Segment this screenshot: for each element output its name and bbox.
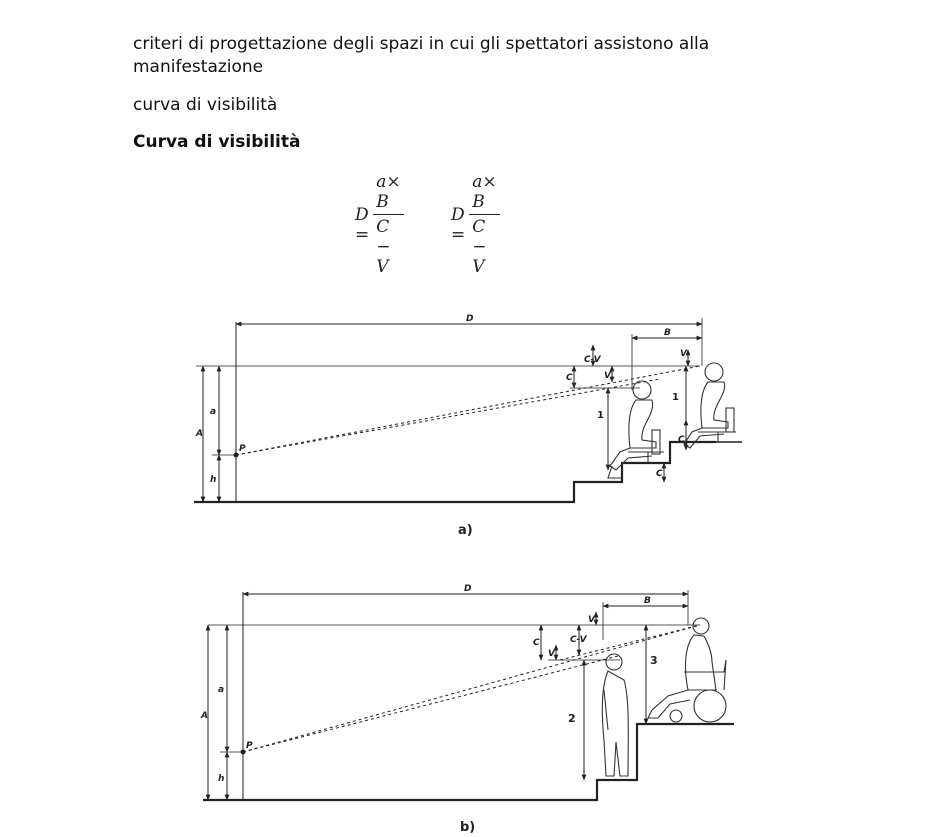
wheelchair-wheel	[694, 690, 726, 722]
standing-spectator	[602, 654, 628, 776]
label-v: V	[604, 371, 611, 381]
intro-text: criteri di progettazione degli spazi in cui gli spettatori assistono alla manifestazione	[133, 34, 710, 77]
label-d: D	[466, 314, 474, 324]
label-h: h	[218, 774, 225, 784]
formula-lhs: D =	[451, 204, 466, 245]
sightline	[243, 625, 700, 752]
label-2: 2	[568, 712, 576, 725]
label-cv: C-V	[584, 355, 601, 365]
sightline	[236, 366, 700, 455]
label-c-step: C	[656, 469, 663, 479]
formula-numerator: a× B	[376, 172, 401, 212]
caption-a: a)	[458, 523, 473, 538]
label-c: C	[566, 373, 573, 383]
seated-spectator-2	[684, 363, 736, 448]
label-d: D	[464, 584, 472, 594]
label-1-back: 1	[672, 392, 679, 403]
figure-b	[203, 590, 734, 800]
caption-b: b)	[460, 820, 476, 835]
label-v-upper: V	[588, 615, 595, 625]
label-p: P	[239, 444, 246, 454]
formula-lhs: D =	[355, 204, 370, 245]
label-c: C	[533, 638, 540, 648]
formula-denominator: C − V	[469, 214, 499, 277]
formula-numerator: a× B	[472, 172, 497, 212]
figure-a-labels	[195, 314, 688, 485]
section-heading: Curva di visibilità	[133, 132, 301, 152]
label-v-back: V	[680, 349, 687, 359]
label-c-back: C	[678, 435, 685, 445]
label-b: B	[664, 328, 671, 338]
label-a-lower: a	[218, 685, 225, 695]
ground-profile	[203, 724, 734, 800]
label-b: B	[644, 596, 651, 606]
label-a-upper: A	[196, 429, 203, 439]
label-a-upper: A	[201, 711, 208, 721]
formula-denominator: C − V	[373, 214, 403, 277]
label-p: P	[246, 741, 253, 751]
label-3: 3	[650, 654, 658, 667]
label-h: h	[210, 475, 217, 485]
label-v: V	[548, 649, 555, 659]
label-a-lower: a	[210, 407, 217, 417]
figure-b-labels	[200, 584, 658, 784]
label-cv: C-V	[570, 635, 587, 645]
ground-profile	[194, 442, 716, 502]
label-1-front: 1	[597, 410, 604, 421]
subtitle-text: curva di visibilità	[133, 95, 278, 115]
wheelchair-spectator	[648, 618, 726, 722]
